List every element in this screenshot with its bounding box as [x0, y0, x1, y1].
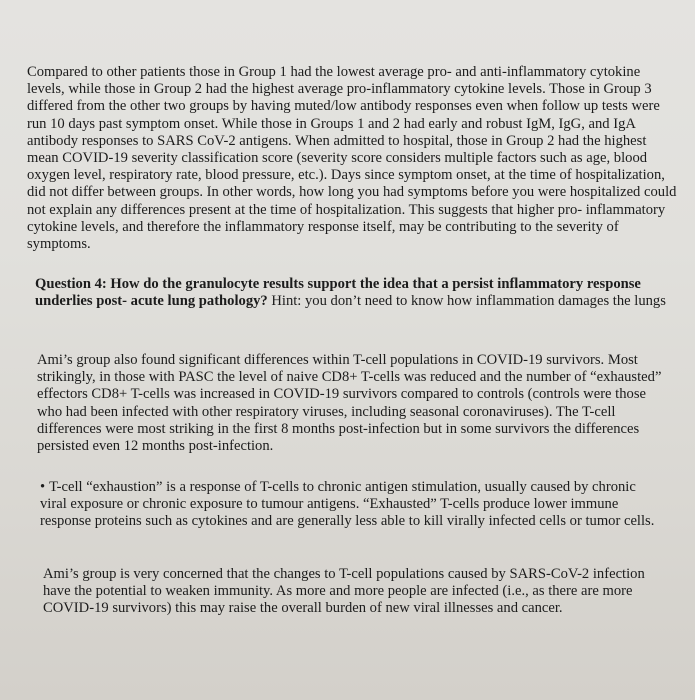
bullet-marker: • — [40, 479, 46, 495]
question-4 — [35, 276, 670, 310]
bullet-text: T-cell “exhaustion” is a response of T-cells to chronic antigen stimulation, usually caused by chronic viral exposure or chronic exposure to tumour antigens. “Exhausted” T-cells produce lower immune response proteins such as cytokines and are generally less able to kill virally infected cells or tumor cells. — [40, 479, 655, 530]
question-4-hint: Hint: you don’t need to know how inflammation damages the lungs — [267, 293, 666, 310]
paragraph-immunity-concern: Ami’s group is very concerned that the changes to T-cell populations caused by SARS-CoV-2 infection have the potential to weaken immunity. As more and more people are infected (i.e., as there are more COVID-19 survivors) this may raise the overall burden of new viral illnesses and cancer. — [43, 566, 645, 617]
bullet-t-cell-exhaustion — [40, 479, 662, 531]
paragraph-t-cell-findings: Ami’s group also found significant differences within T-cell populations in COVID-19 survivors. Most strikingly, in those with PASC the level of naive CD8+ T-cells was reduced and the number of “exhausted” effectors CD8+ T-cells was increased in COVID-19 survivors compared to controls (controls were those who had been infected with other respiratory viruses, including seasonal coronaviruses). The T-cell differences were most striking in the first 8 months post-infection but in some survivors the differences persisted even 12 months post-infection. — [37, 352, 662, 455]
paragraph-group-results: Compared to other patients those in Group 1 had the lowest average pro- and anti-inflammatory cytokine levels, while those in Group 2 had the highest average pro-inflammatory cytokine levels. Those in Group 3 differed from the other two groups by having muted/low antibody responses even when follow up tests were run 10 days past symptom onset. While those in Groups 1 and 2 had early and robust IgM, IgG, and IgA antibody responses to SARS CoV-2 antigens. When admitted to hospital, those in Group 2 had the highest mean COVID-19 severity classification score (severity score considers multiple factors such as age, blood oxygen level, respiratory rate, blood pressure, etc.). Days since symptom onset, at the time of hospitalization, did not differ between groups. In other words, how long you had symptoms before you were hospitalized could not explain any differences present at the time of hospitalization. This suggests that higher pro- inflammatory cytokine levels, and therefore the inflammatory response itself, may be contributing to the severity of symptoms. — [27, 64, 677, 253]
question-4-label: Question 4: How do the granulocyte results support the idea that a persist inflammatory response underlies post- acute lung pathology? — [35, 276, 641, 310]
